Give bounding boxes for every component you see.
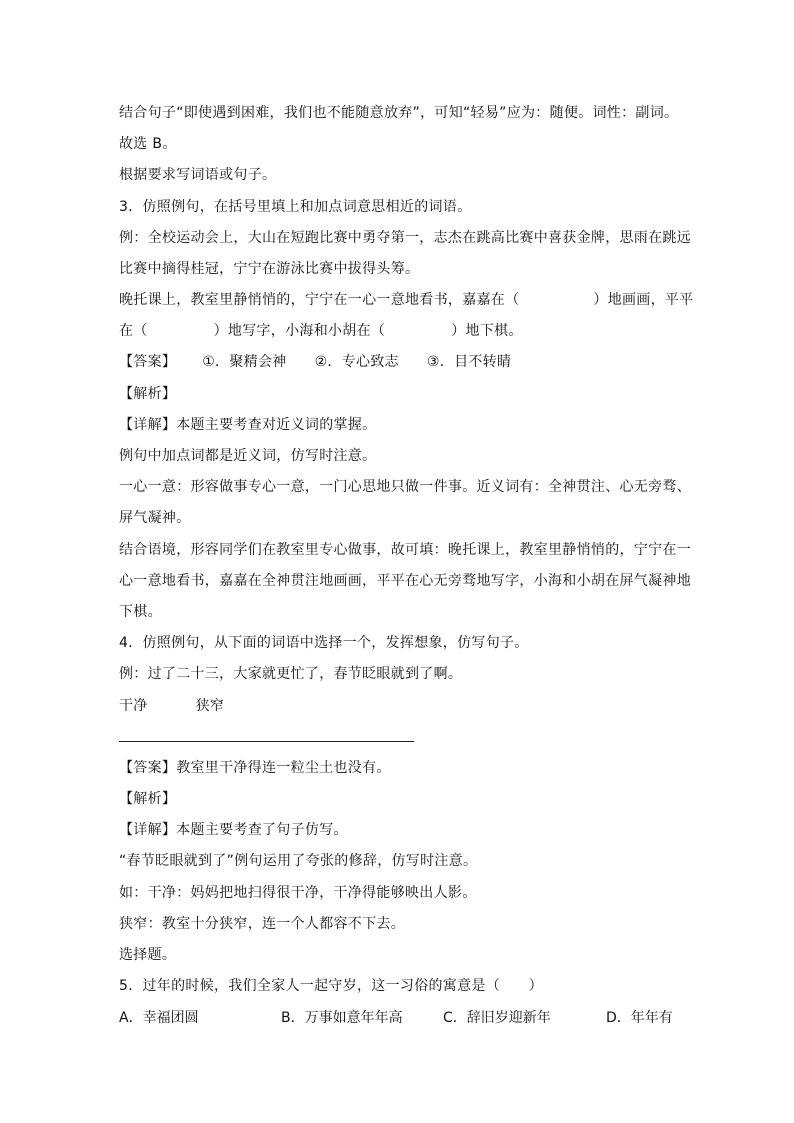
answer-item: ②．专心致志 — [314, 354, 399, 370]
q3-detail-line: 心一意地看书，嘉嘉在全神贯注地画画，平平在心无旁骛地写字，小海和小胡在屏气凝神地 — [119, 573, 691, 589]
section-heading-writing: 根据要求写词语或句子。 — [119, 167, 277, 183]
q3-detail-line: 下棋。 — [119, 604, 162, 620]
q4-word-options — [119, 697, 224, 715]
q5-option-a: A．幸福团圆 — [119, 1010, 199, 1026]
q4-detail-line: “春节眨眼就到了”例句运用了夸张的修辞，仿写时注意。 — [119, 853, 478, 869]
q4-detail-line: 狭窄：教室十分狭窄，连一个人都容不下去。 — [119, 916, 405, 932]
q4-example: 例：过了二十三，大家就更忙了，春节眨眼就到了啊。 — [119, 666, 463, 682]
q3-prompt-line-1 — [119, 291, 694, 309]
word-option: 干净 — [119, 698, 148, 714]
answer-underline — [119, 741, 414, 742]
q5-option-b: B．万事如意年年高 — [281, 1010, 403, 1026]
q3-prompt-text: ）地下棋。 — [451, 323, 523, 339]
answer-item: ③．目不转睛 — [426, 354, 512, 370]
q3-example-line-2: 比赛中摘得桂冠，宁宁在游泳比赛中拔得头筹。 — [119, 261, 420, 277]
word-option: 狭窄 — [195, 698, 225, 714]
q4-detail-line: 【详解】本题主要考查了句子仿写。 — [119, 822, 348, 838]
q3-answer-line — [119, 353, 511, 371]
q2-choice-line: 故选 B。 — [119, 136, 177, 152]
q3-detail-line: 一心一意：形容做事专心一意，一门心思地只做一件事。近义词有：全神贯注、心无旁骛、 — [119, 479, 691, 495]
answer-label: 【答案】 — [119, 354, 177, 370]
q4-stem: 4．仿照例句，从下面的词语中选择一个，发挥想象，仿写句子。 — [119, 635, 529, 651]
q3-detail-line: 屏气凝神。 — [119, 510, 191, 526]
q3-prompt-text: 晚托课上，教室里静悄悄的，宁宁在一心一意地看书，嘉嘉在（ — [119, 292, 520, 308]
analysis-label: 【解析】 — [119, 791, 177, 807]
q4-detail-line: 如：干净：妈妈把地扫得很干净，干净得能够映出人影。 — [119, 885, 477, 901]
q5-option-c: C．辞旧岁迎新年 — [443, 1010, 551, 1026]
answer-item: ①．聚精会神 — [202, 354, 287, 370]
analysis-label: 【解析】 — [119, 386, 177, 402]
q3-detail-line: 结合语境，形容同学们在教室里专心做事，故可填：晚托课上，教室里静悄悄的，宁宁在一 — [119, 542, 691, 558]
q3-stem: 3．仿照例句，在括号里填上和加点词意思相近的词语。 — [119, 199, 472, 215]
q3-detail-line: 例句中加点词都是近义词，仿写时注意。 — [119, 448, 377, 464]
q5-stem: 5．过年的时候，我们全家人一起守岁，这一习俗的寓意是（ ） — [119, 978, 543, 994]
q3-prompt-text: ）地画画，平平 — [593, 292, 694, 308]
q3-prompt-text: ）地写字，小海和小胡在（ — [213, 323, 386, 339]
q3-prompt-text: 在（ — [119, 323, 148, 339]
q3-prompt-line-2 — [119, 322, 523, 340]
q3-detail-line: 【详解】本题主要考查对近义词的掌握。 — [119, 417, 377, 433]
q2-explanation-line: 结合句子“即使遇到困难，我们也不能随意放弃”，可知“轻易”应为：随便。词性：副词。 — [119, 105, 679, 121]
q3-example-line-1: 例：全校运动会上，大山在短跑比赛中勇夺第一，志杰在跳高比赛中喜获金牌，思雨在跳远 — [119, 230, 691, 246]
q4-answer: 【答案】教室里干净得连一粒尘土也没有。 — [119, 760, 391, 776]
section-heading-choice: 选择题。 — [119, 947, 177, 963]
q5-option-d: D．年年有 — [606, 1010, 673, 1026]
